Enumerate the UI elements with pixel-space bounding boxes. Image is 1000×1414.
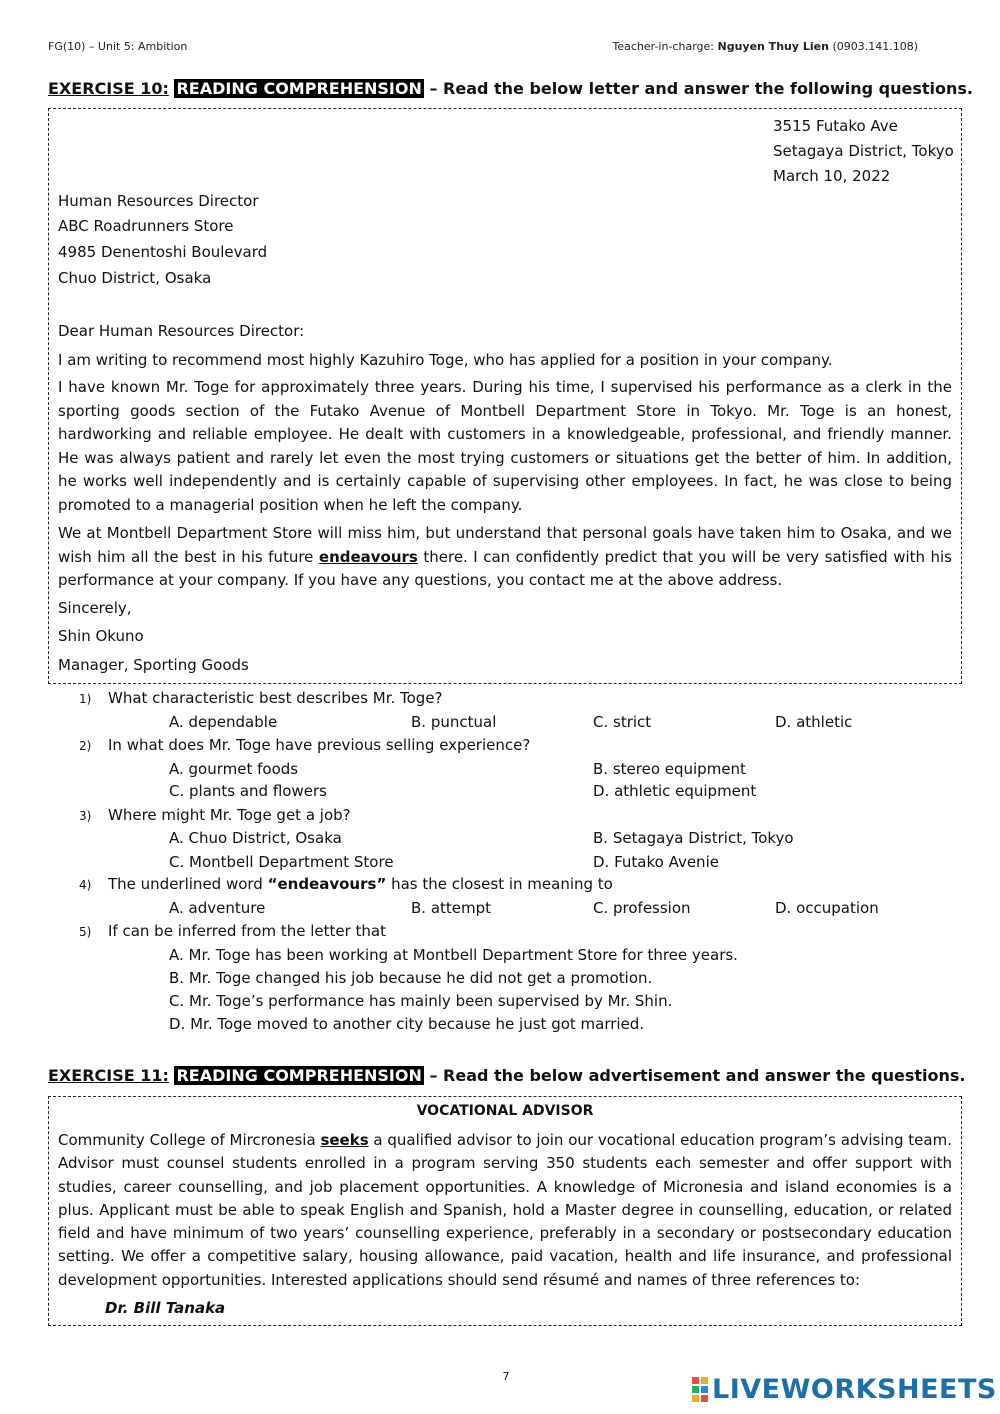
answer-option[interactable]: D. Futako Avenie (593, 853, 719, 871)
recipient-line: ABC Roadrunners Store (58, 217, 234, 235)
letter-date: March 10, 2022 (773, 167, 891, 185)
logo-text: LIVEWORKSHEETS (712, 1374, 997, 1405)
answer-option[interactable]: C. plants and flowers (169, 782, 327, 800)
letter-paragraph-1: I am writing to recommend most highly Kazuhiro Toge, who has applied for a position in your company. (58, 351, 833, 369)
teacher-name: Nguyen Thuy Lien (717, 40, 829, 53)
answer-option[interactable]: D. occupation (775, 899, 879, 917)
logo-square (701, 1395, 708, 1402)
letter-paragraph-2: I have known Mr. Toge for approximately three years. During his time, I supervised his performance as a clerk in the sporting goods section of the Futako Avenue of Montbell Department Store in Tokyo. Mr. Toge is an honest, hardworking and reliable employee. He dealt with customers in a knowledgeable, professional, and friendly manner. He was always patient and rarely let even the most trying customers or situations get the better of him. In addition, he works well independently and is certainly capable of supervising other employees. In fact, he was close to being promoted to a managerial position when he left the company. (58, 378, 952, 514)
letter-signer: Shin Okuno (58, 627, 144, 645)
advertisement-contact: Dr. Bill Tanaka (105, 1299, 226, 1317)
advertisement-title: VOCATIONAL ADVISOR (416, 1103, 594, 1119)
question-number: 1) (79, 692, 92, 706)
exercise-10-instruction: – Read the below letter and answer the following questions. (429, 79, 973, 98)
question-number: 4) (79, 878, 92, 892)
exercise-11-highlight: READING COMPREHENSION (176, 1066, 422, 1085)
recipient-line: Human Resources Director (58, 192, 259, 210)
liveworksheets-logo (692, 1374, 997, 1405)
answer-option[interactable]: B. stereo equipment (593, 760, 746, 778)
question-text-part: The underlined word (108, 875, 263, 893)
answer-option[interactable]: C. Montbell Department Store (169, 853, 394, 871)
logo-square (692, 1377, 699, 1384)
answer-option[interactable]: D. athletic (775, 713, 853, 731)
sender-line: Setagaya District, Tokyo (773, 142, 954, 160)
question-text: Where might Mr. Toge get a job? (108, 806, 351, 824)
answer-option[interactable]: A. dependable (169, 713, 278, 731)
answer-option[interactable]: B. Mr. Toge changed his job because he did not get a promotion. (169, 969, 653, 987)
paragraph-text: We at Montbell Department Store will miss him, but understand that personal goals have taken him to Osaka, and we wish him all the best in his future (58, 524, 952, 566)
paragraph-text: there. I can confidently predict that you will be very satisfied with his performance at your company. If you have any questions, you contact me at the above address. (58, 547, 952, 589)
exercise-11-title (48, 1066, 968, 1085)
answer-option[interactable]: A. Mr. Toge has been working at Montbell Department Store for three years. (169, 946, 738, 964)
underlined-word-seeks: seeks (320, 1131, 369, 1149)
answer-option[interactable]: C. profession (593, 899, 691, 917)
exercise-10-highlight: READING COMPREHENSION (176, 79, 422, 98)
exercise-11-instruction: – Read the below advertisement and answer the questions. (429, 1066, 966, 1085)
teacher-label: Teacher-in-charge: (612, 40, 714, 53)
answer-option[interactable]: B. punctual (411, 713, 497, 731)
recipient-line: Chuo District, Osaka (58, 269, 212, 287)
question-text-part: has the closest in meaning to (391, 875, 613, 893)
answer-option[interactable]: A. gourmet foods (169, 760, 299, 778)
logo-square (701, 1386, 708, 1393)
teacher-phone: (0903.141.108) (832, 40, 918, 53)
answer-option[interactable]: A. Chuo District, Osaka (169, 829, 342, 847)
question-number: 3) (79, 809, 92, 823)
answer-option[interactable]: B. attempt (411, 899, 492, 917)
advertisement-box (48, 1096, 962, 1326)
logo-grid-icon (692, 1377, 708, 1402)
answer-option[interactable]: C. Mr. Toge’s performance has mainly been supervised by Mr. Shin. (169, 992, 673, 1010)
question-number: 5) (79, 925, 92, 939)
sender-line: 3515 Futako Ave (773, 117, 898, 135)
answer-option[interactable]: D. Mr. Toge moved to another city because he just got married. (169, 1015, 645, 1033)
question-number: 2) (79, 739, 92, 753)
page-header-left: FG(10) – Unit 5: Ambition (48, 40, 188, 53)
recipient-line: 4985 Denentoshi Boulevard (58, 243, 268, 261)
answer-option[interactable]: D. athletic equipment (593, 782, 757, 800)
question-text: If can be inferred from the letter that (108, 922, 386, 940)
underlined-word-endeavours: endeavours (318, 547, 418, 566)
advertisement-body (58, 1129, 952, 1292)
page-header-right (613, 40, 919, 53)
letter-signer-title: Manager, Sporting Goods (58, 656, 249, 674)
page-number: 7 (502, 1370, 510, 1383)
question-text: In what does Mr. Toge have previous selling experience? (108, 736, 531, 754)
exercise-10-title (48, 79, 973, 98)
logo-square (692, 1386, 699, 1393)
answer-option[interactable]: A. adventure (169, 899, 266, 917)
logo-square (692, 1395, 699, 1402)
quoted-word-endeavours: “endeavours” (267, 875, 387, 893)
question-text: What characteristic best describes Mr. Toge? (108, 689, 443, 707)
question-text (108, 875, 613, 893)
advertisement-text: a qualified advisor to join our vocational education program’s advising team. Advisor must counsel students enrolled in a program serving 350 students each semester and offer support with studies, career counselling, and job placement opportunities. A knowledge of Micronesia and island economies is a plus. Applicant must be able to speak English and Spanish, hold a Master degree in counselling, education, or related field and have minimum of two years’ counselling experience, preferably in a secondary or postsecondary education setting. We offer a competitive salary, housing allowance, paid vacation, health and life insurance, and professional development opportunities. Interested applications should send résumé and names of three references to: (58, 1131, 952, 1289)
answer-option[interactable]: C. strict (593, 713, 652, 731)
letter-salutation: Dear Human Resources Director: (58, 322, 305, 340)
letter-box (48, 108, 962, 684)
letter-closing: Sincerely, (58, 599, 132, 617)
letter-paragraph-3 (58, 522, 952, 593)
exercise-11-label: EXERCISE 11: (48, 1066, 169, 1085)
logo-square (701, 1377, 708, 1384)
advertisement-text: Community College of Mircronesia (58, 1131, 316, 1149)
answer-option[interactable]: B. Setagaya District, Tokyo (593, 829, 794, 847)
exercise-10-label: EXERCISE 10: (48, 79, 169, 98)
